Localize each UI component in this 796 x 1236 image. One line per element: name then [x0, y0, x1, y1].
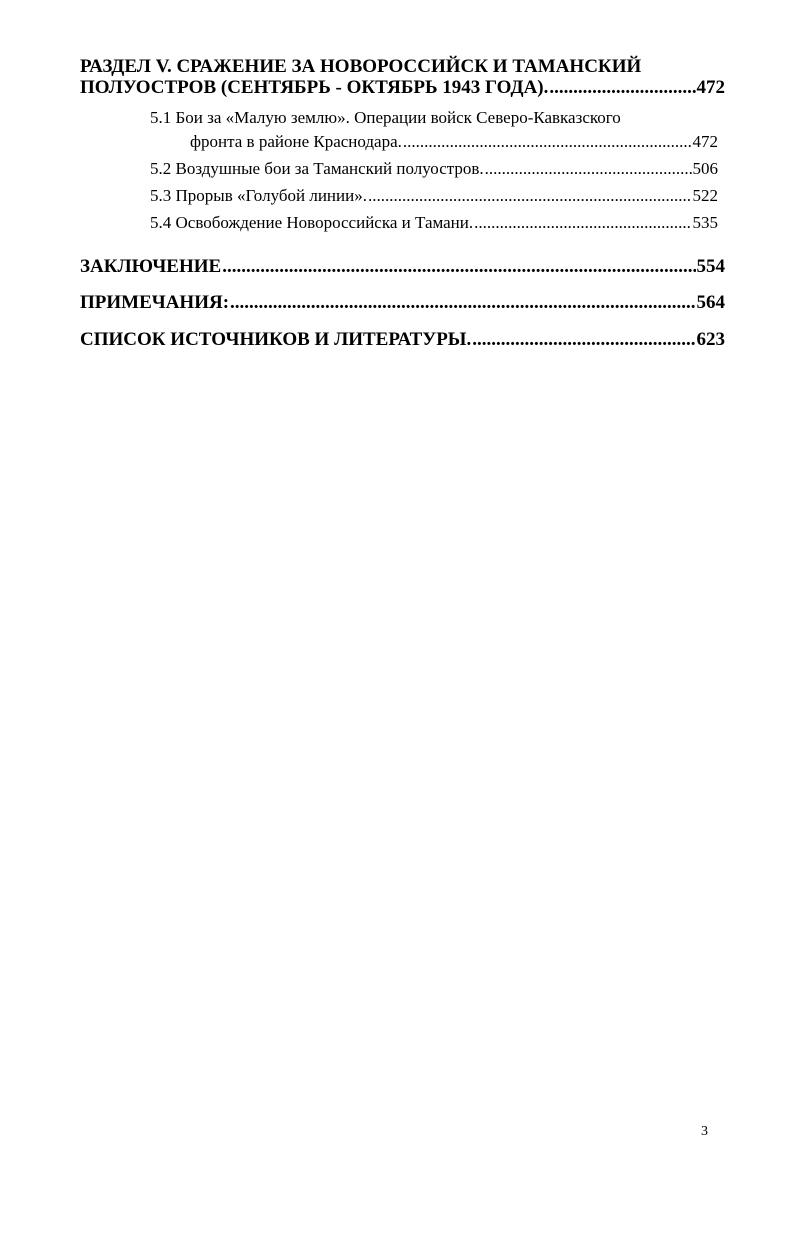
toc-entry-title-text: СПИСОК ИСТОЧНИКОВ И ЛИТЕРАТУРЫ.: [80, 329, 472, 350]
toc-entry-conclusion[interactable]: [80, 256, 725, 277]
page-number: 3: [701, 1124, 708, 1139]
toc-entry-title-line-2: [80, 77, 725, 98]
toc-entry-page: 472: [696, 77, 725, 98]
toc-entry-page: 522: [692, 186, 718, 205]
dot-leader: [485, 157, 692, 181]
toc-entry-title-text: фронта в районе Краснодара.: [190, 132, 402, 151]
toc-entry-5-3[interactable]: [150, 184, 718, 208]
table-of-contents: [80, 56, 725, 350]
toc-entry-5-4[interactable]: [150, 211, 718, 235]
toc-entry-notes[interactable]: [80, 292, 725, 313]
dot-leader: [230, 292, 695, 313]
dot-leader: [403, 130, 692, 154]
dot-leader: [472, 329, 695, 350]
toc-entry-page: 535: [692, 213, 718, 232]
toc-entry-title-text: 5.2 Воздушные бои за Таманский полуостров.: [150, 159, 484, 178]
dot-leader: [222, 256, 695, 277]
toc-entry-title-line-1: РАЗДЕЛ V. СРАЖЕНИЕ ЗА НОВОРОССИЙСК И ТАМАНСКИЙ: [80, 56, 642, 77]
toc-entry-title-line-2: [190, 130, 718, 154]
toc-entry-title-text: 5.4 Освобождение Новороссийска и Тамани.: [150, 213, 474, 232]
toc-entry-page: 623: [696, 329, 725, 350]
toc-entry-5-2[interactable]: [150, 157, 718, 181]
dot-leader: [549, 77, 695, 98]
toc-entry-title-text: ПРИМЕЧАНИЯ:: [80, 292, 230, 313]
toc-entry-page: 554: [696, 256, 725, 277]
toc-entry-page: 564: [696, 292, 725, 313]
toc-entry-page: 472: [692, 132, 718, 151]
toc-entry-title-text: ПОЛУОСТРОВ (СЕНТЯБРЬ - ОКТЯБРЬ 1943 ГОДА).: [80, 77, 549, 98]
toc-entry-section-5[interactable]: [80, 56, 725, 98]
toc-entry-title-text: ЗАКЛЮЧЕНИЕ: [80, 256, 222, 277]
toc-entry-page: 506: [692, 159, 718, 178]
toc-entry-title-line-1: 5.1 Бои за «Малую землю». Операции войск Северо-Кавказского: [150, 108, 621, 127]
toc-entry-5-1[interactable]: [80, 106, 725, 154]
dot-leader: [474, 211, 691, 235]
dot-leader: [368, 184, 692, 208]
toc-entry-title-text: 5.3 Прорыв «Голубой линии».: [150, 186, 367, 205]
toc-entry-sources[interactable]: [80, 329, 725, 350]
